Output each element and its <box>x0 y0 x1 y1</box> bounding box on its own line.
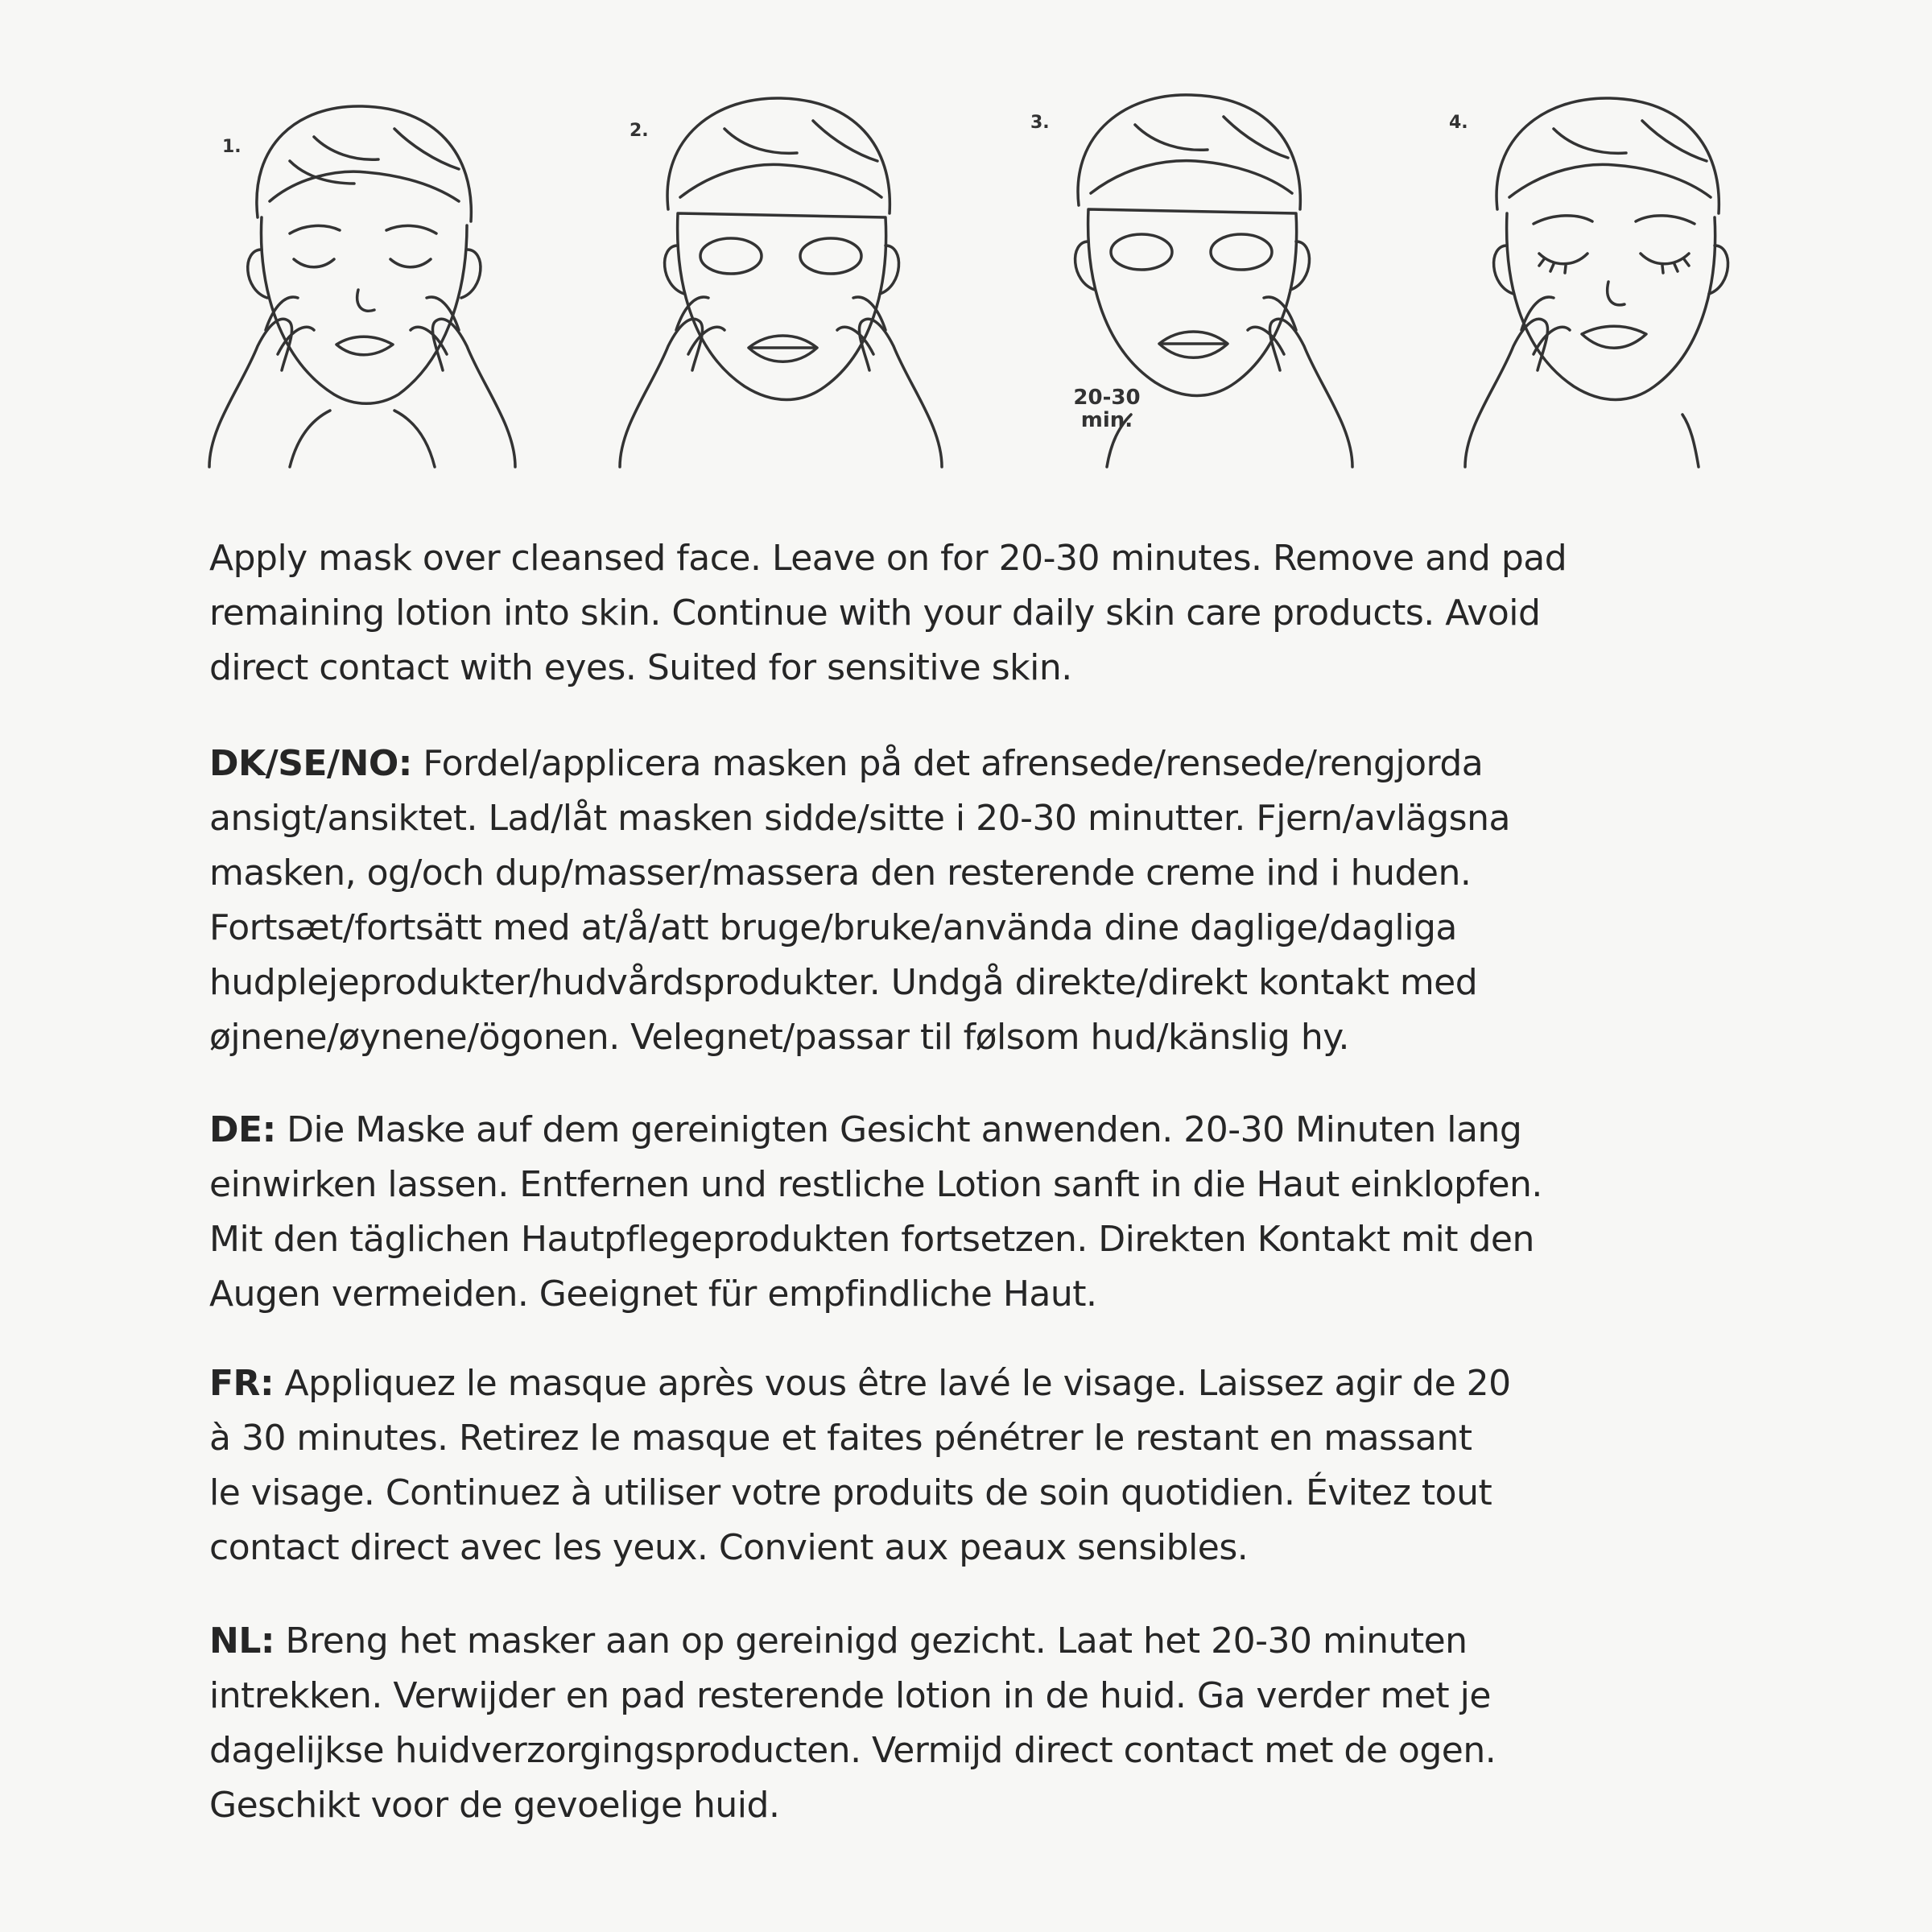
instruction-text: Die Maske auf dem gereinigten Gesicht anwenden. 20-30 Minuten lang <box>275 1109 1522 1150</box>
instruction-illustrations <box>193 89 1763 483</box>
instruction-line: Augen vermeiden. Geeignet für empfindliche Haut. <box>209 1274 1097 1315</box>
instruction-line: à 30 minutes. Retirez le masque et faites pénétrer le restant en massant <box>209 1418 1472 1459</box>
duration-unit: min. <box>1080 408 1133 432</box>
instruction-line: Geschikt voor de gevoelige huid. <box>209 1785 780 1826</box>
language-code: NL: <box>209 1620 275 1662</box>
instruction-line: contact direct avec les yeux. Convient aux peaux sensibles. <box>209 1527 1249 1568</box>
language-code: DE: <box>209 1109 276 1150</box>
duration-value: 20-30 <box>1073 386 1141 410</box>
step-3-illustration <box>1030 89 1385 483</box>
instruction-line: intrekken. Verwijder en pad resterende lotion in de huid. Ga verder met je <box>209 1675 1491 1716</box>
step-4-illustration <box>1449 89 1803 483</box>
apply-mask-icon <box>612 89 966 483</box>
pat-lotion-icon <box>1449 89 1803 483</box>
instruction-line: direct contact with eyes. Suited for sensitive skin. <box>209 647 1072 688</box>
instruction-text: Fordel/applicera masken på det afrensede/rensede/rengjorda <box>411 743 1484 784</box>
instruction-line: dagelijkse huidverzorgingsproducten. Vermijd direct contact met de ogen. <box>209 1730 1496 1771</box>
instruction-line: le visage. Continuez à utiliser votre produits de soin quotidien. Évitez tout <box>209 1472 1492 1513</box>
instruction-line <box>209 1356 1787 1411</box>
instruction-line: Fortsæt/fortsätt med at/å/att bruge/bruke/använda dine daglige/dagliga <box>209 907 1457 948</box>
instruction-line: remaining lotion into skin. Continue with your daily skin care products. Avoid <box>209 592 1541 634</box>
instruction-text: Breng het masker aan op gereinigd gezicht. Laat het 20-30 minuten <box>274 1620 1468 1662</box>
instruction-line: hudplejeprodukter/hudvårdsprodukter. Undgå direkte/direkt kontakt med <box>209 962 1478 1003</box>
instruction-line <box>209 737 1787 791</box>
instruction-line: ansigt/ansiktet. Lad/låt masken sidde/sitte i 20-30 minutter. Fjern/avlägsna <box>209 798 1510 839</box>
step-number: 4. <box>1449 113 1468 133</box>
instructions-fr <box>209 1356 1787 1575</box>
step-number: 1. <box>222 137 242 157</box>
language-code: DK/SE/NO: <box>209 743 412 784</box>
instruction-line <box>209 1103 1787 1158</box>
instruction-text: Appliquez le masque après vous être lavé le visage. Laissez agir de 20 <box>274 1363 1511 1404</box>
instruction-line: Apply mask over cleansed face. Leave on for 20-30 minutes. Remove and pad <box>209 538 1567 579</box>
instruction-line: masken, og/och dup/masser/massera den resterende creme ind i huden. <box>209 852 1472 894</box>
step-1-illustration <box>193 89 547 483</box>
face-cleanse-icon <box>193 89 547 483</box>
instructions-en <box>209 531 1787 696</box>
instruction-line: øjnene/øynene/ögonen. Velegnet/passar til følsom hud/känslig hy. <box>209 1017 1349 1058</box>
instructions-nl <box>209 1614 1787 1833</box>
language-code: FR: <box>209 1363 275 1404</box>
instructions-de <box>209 1103 1787 1322</box>
instruction-line: Mit den täglichen Hautpflegeprodukten fortsetzen. Direkten Kontakt mit den <box>209 1219 1534 1260</box>
step-2-illustration <box>612 89 966 483</box>
step-number: 3. <box>1030 113 1050 133</box>
duration-label <box>1063 386 1151 431</box>
instruction-line <box>209 1614 1787 1669</box>
instructions-dk-se-no <box>209 737 1787 1065</box>
step-number: 2. <box>630 121 649 141</box>
instruction-line: einwirken lassen. Entfernen und restliche Lotion sanft in die Haut einklopfen. <box>209 1164 1542 1205</box>
